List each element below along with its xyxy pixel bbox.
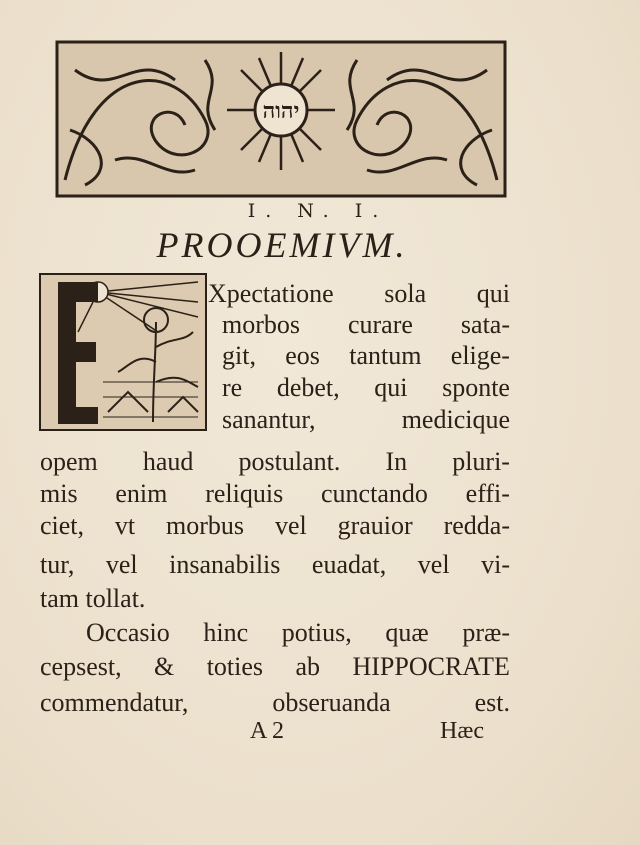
section-heading: I. N. I. bbox=[247, 200, 389, 222]
ornamental-headpiece-icon bbox=[55, 40, 507, 198]
text-line-11: Occasio hinc potius, quæ præ- bbox=[86, 618, 510, 647]
text-line-9: tur, vel insanabilis euadat, vel vi- bbox=[40, 550, 510, 579]
text-line-6: opem haud postulant. In pluri- bbox=[40, 447, 510, 476]
text-line-5: sanantur, medicique bbox=[222, 405, 510, 434]
text-line-8: ciet, vt morbus vel grauior redda- bbox=[40, 511, 510, 540]
svg-text:יהוה: יהוה bbox=[262, 98, 300, 124]
text-line-1: Xpectatione sola qui bbox=[208, 279, 510, 308]
text-line-10: tam tollat. bbox=[40, 584, 146, 613]
decorated-initial-e-icon bbox=[38, 272, 208, 432]
signature-mark: A 2 bbox=[250, 718, 285, 744]
text-line-7: mis enim reliquis cunctando effi- bbox=[40, 479, 510, 508]
text-line-12: cepsest, & toties ab HIPPOCRATE bbox=[40, 652, 510, 681]
text-line-13: commendatur, obseruanda est. bbox=[40, 688, 510, 717]
text-line-3: git, eos tantum elige- bbox=[222, 341, 510, 370]
catchword: Hæc bbox=[440, 718, 484, 744]
chapter-title: PROOEMIVM. bbox=[156, 225, 408, 265]
text-line-4: re debet, qui sponte bbox=[222, 373, 510, 402]
text-line-2: morbos curare sata- bbox=[222, 310, 510, 339]
